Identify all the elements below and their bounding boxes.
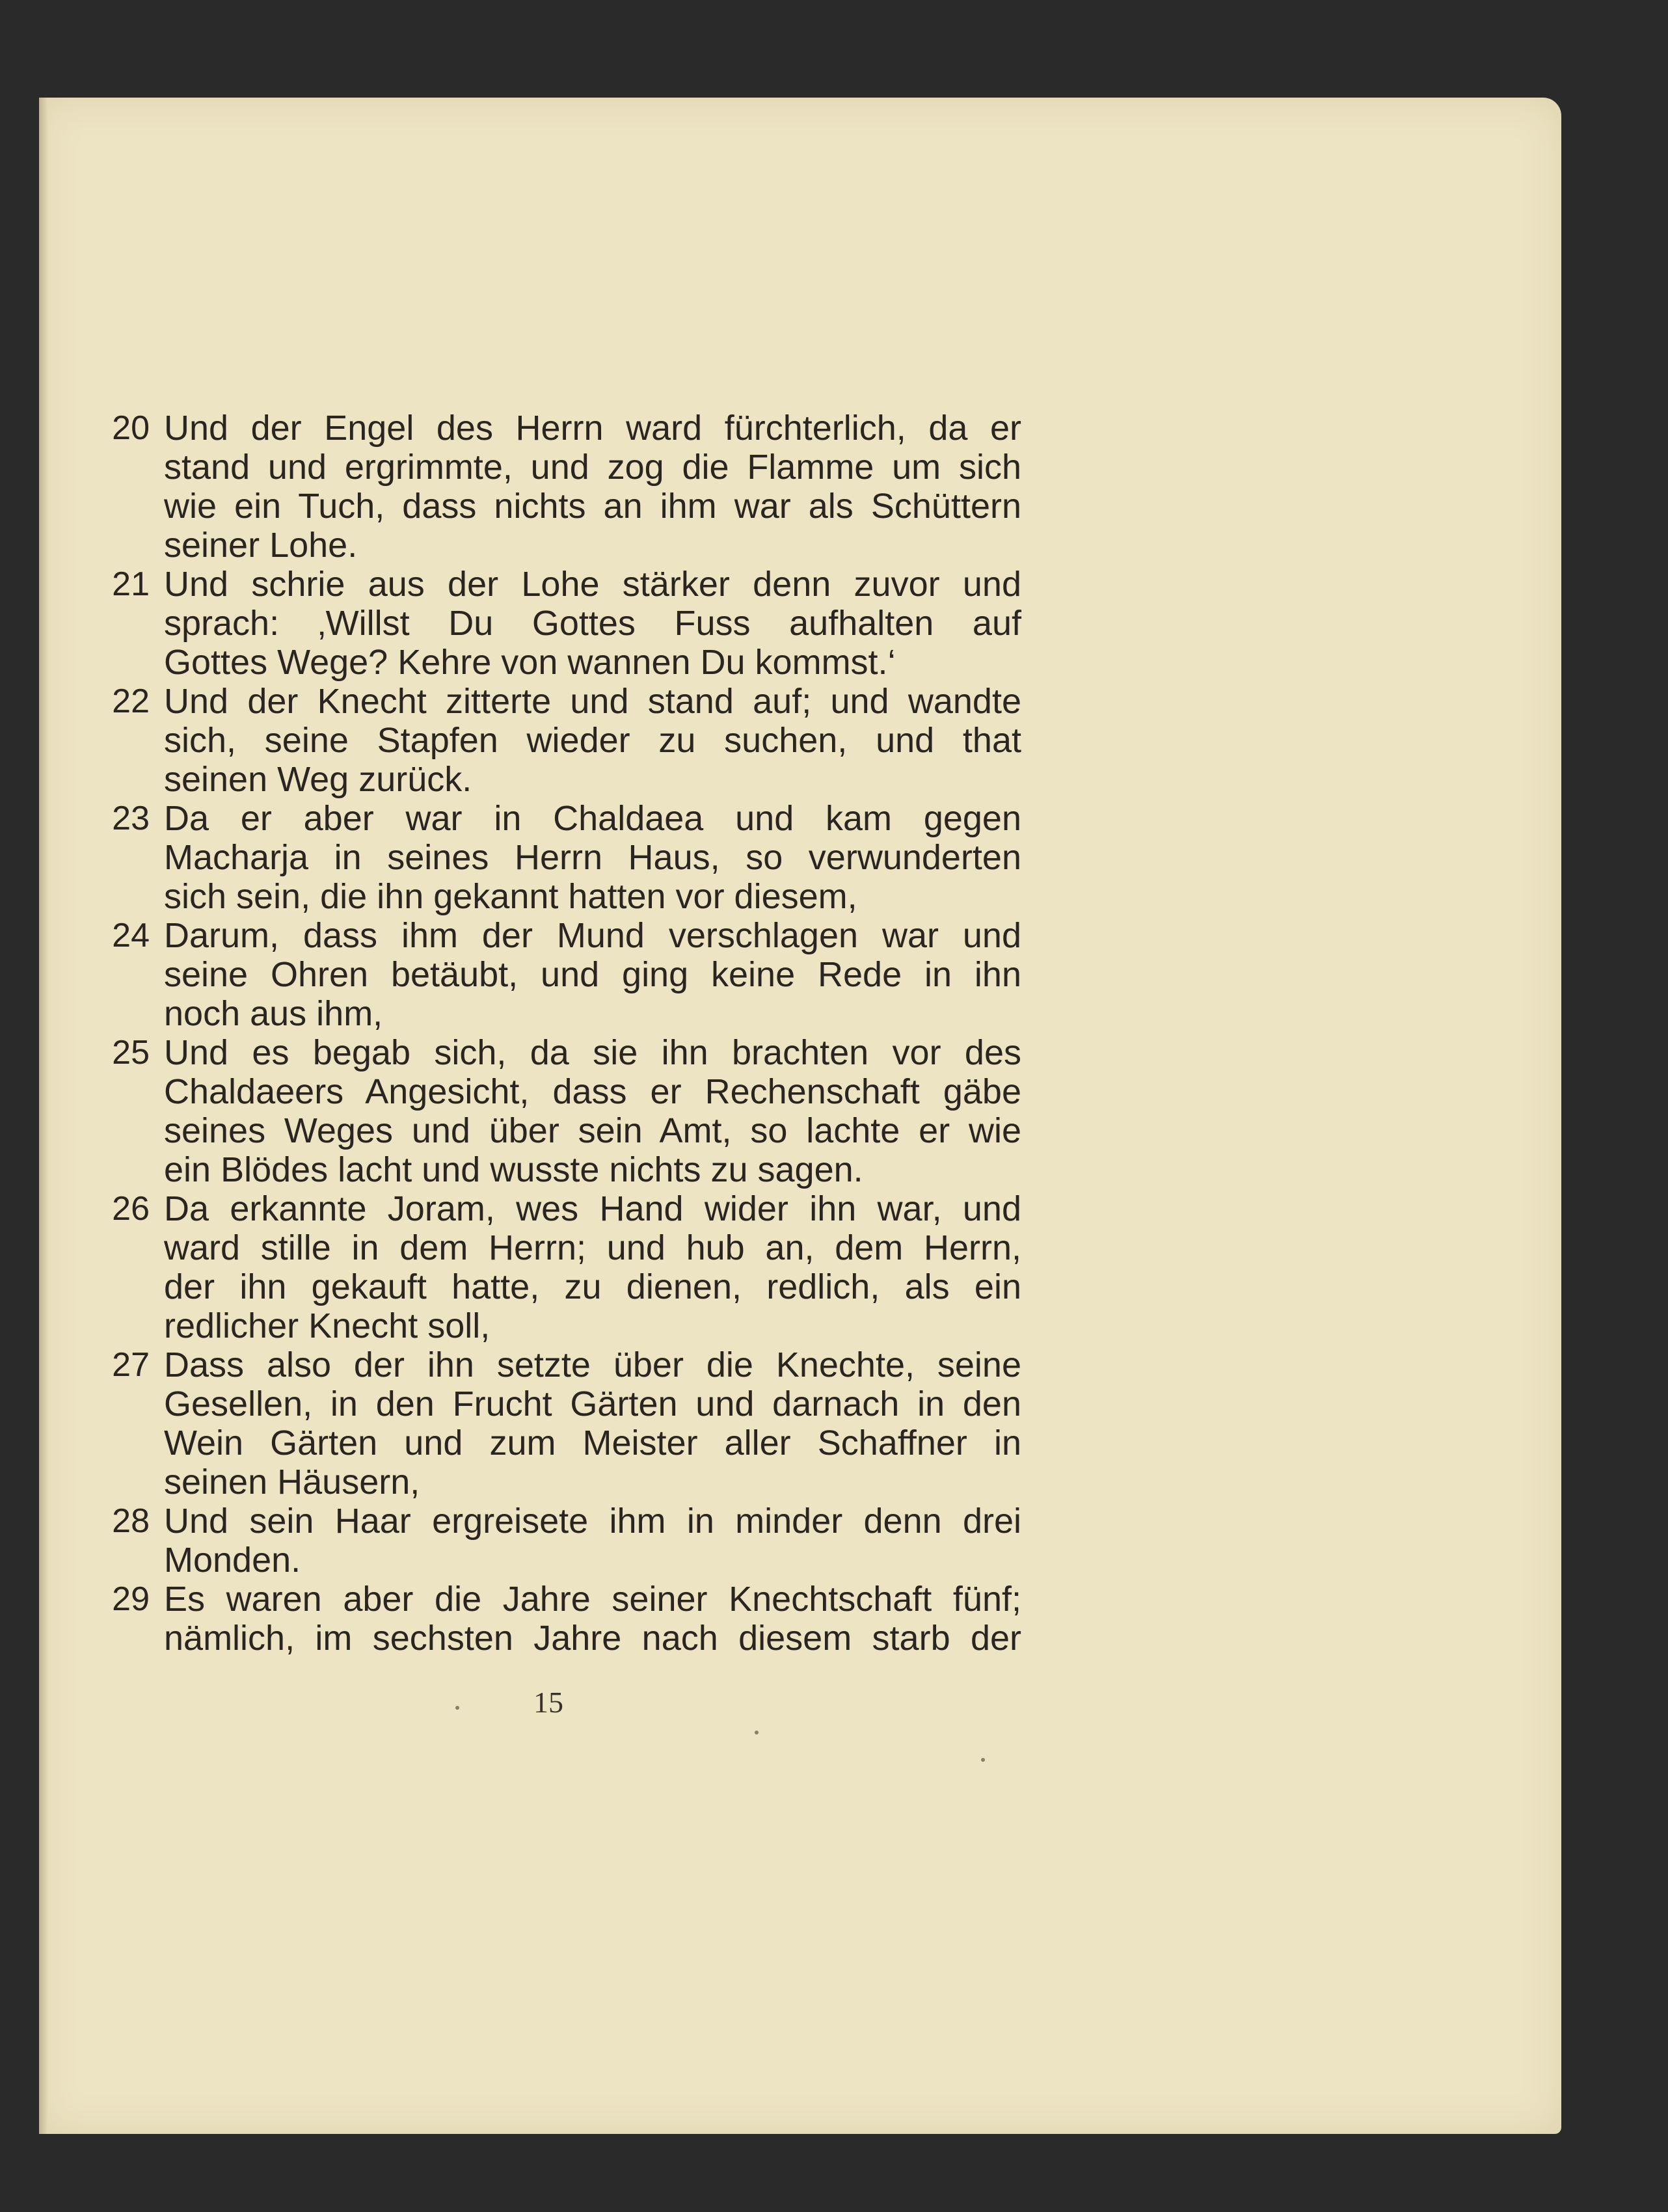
verse bbox=[78, 916, 1021, 1033]
verse bbox=[78, 1502, 1021, 1580]
verse-line: Und der Engel des Herrn ward fürchterlich, da er bbox=[164, 409, 1021, 448]
verse-body bbox=[150, 682, 1021, 799]
verse-body bbox=[150, 409, 1021, 565]
verse-body bbox=[150, 1502, 1021, 1580]
verse-line: nämlich, im sechsten Jahre nach diesem starb der bbox=[164, 1619, 1021, 1658]
verse-body bbox=[150, 1033, 1021, 1189]
verse-line: Und schrie aus der Lohe stärker denn zuvor und bbox=[164, 565, 1021, 604]
verse-line: redlicher Knecht soll, bbox=[164, 1306, 491, 1345]
verse bbox=[78, 1580, 1021, 1658]
verse-line: Darum, dass ihm der Mund verschlagen war und bbox=[164, 916, 1021, 955]
verse-number: 25 bbox=[112, 1034, 150, 1072]
verse bbox=[78, 1033, 1021, 1189]
verse-line: Und es begab sich, da sie ihn brachten vor des bbox=[164, 1033, 1021, 1072]
verse-line: wie ein Tuch, dass nichts an ihm war als Schüttern bbox=[164, 487, 1021, 526]
verse-line: der ihn gekauft hatte, zu dienen, redlich, als ein bbox=[164, 1267, 1021, 1306]
verse-line: sich sein, die ihn gekannt hatten vor diesem, bbox=[164, 877, 857, 916]
paper-speck bbox=[455, 1706, 459, 1710]
verse-line: sich, seine Stapfen wieder zu suchen, und that bbox=[164, 721, 1021, 760]
verse-line: seiner Lohe. bbox=[164, 526, 358, 565]
verse-line: Es waren aber die Jahre seiner Knechtschaft fünf; bbox=[164, 1580, 1021, 1619]
verse-line: ward stille in dem Herrn; und hub an, dem Herrn, bbox=[164, 1228, 1021, 1267]
verse-line: Wein Gärten und zum Meister aller Schaffner in bbox=[164, 1423, 1021, 1463]
verse-number: 29 bbox=[112, 1580, 150, 1618]
verse-number: 22 bbox=[112, 682, 150, 720]
verse-body bbox=[150, 1345, 1021, 1502]
page-gutter bbox=[39, 98, 48, 2134]
verse-line: Monden. bbox=[164, 1541, 301, 1580]
verse-number: 28 bbox=[112, 1502, 150, 1540]
verse-line: Macharja in seines Herrn Haus, so verwunderten bbox=[164, 838, 1021, 877]
verse-line: seine Ohren betäubt, und ging keine Rede in ihn bbox=[164, 955, 1021, 994]
verse-line: Und sein Haar ergreisete ihm in minder denn drei bbox=[164, 1502, 1021, 1541]
verse-body bbox=[150, 916, 1021, 1033]
verse bbox=[78, 565, 1021, 682]
verse bbox=[78, 682, 1021, 799]
verse-line: seinen Weg zurück. bbox=[164, 760, 472, 799]
verse-number: 27 bbox=[112, 1346, 150, 1384]
verse-number: 26 bbox=[112, 1190, 150, 1228]
verse-number: 24 bbox=[112, 917, 150, 954]
paper-speck bbox=[755, 1731, 759, 1734]
page-number: 15 bbox=[533, 1686, 563, 1719]
verse-line: noch aus ihm, bbox=[164, 994, 383, 1033]
verse-line: Gottes Wege? Kehre von wannen Du kommst.‘ bbox=[164, 643, 896, 682]
verse bbox=[78, 1189, 1021, 1345]
verse-line: sprach: ‚Willst Du Gottes Fuss aufhalten auf bbox=[164, 604, 1021, 643]
verse-line: Gesellen, in den Frucht Gärten und darnach in den bbox=[164, 1384, 1021, 1423]
verse bbox=[78, 409, 1021, 565]
verse-body bbox=[150, 799, 1021, 916]
verse-body bbox=[150, 1580, 1021, 1658]
verse-line: stand und ergrimmte, und zog die Flamme um sich bbox=[164, 448, 1021, 487]
verse-line: Und der Knecht zitterte und stand auf; und wandte bbox=[164, 682, 1021, 721]
verse-line: ein Blödes lacht und wusste nichts zu sagen. bbox=[164, 1150, 863, 1189]
verse-line: seines Weges und über sein Amt, so lachte er wie bbox=[164, 1111, 1021, 1150]
verse-body bbox=[150, 1189, 1021, 1345]
verse-line: Da erkannte Joram, wes Hand wider ihn war, und bbox=[164, 1189, 1021, 1228]
paper-speck bbox=[981, 1758, 985, 1762]
verse bbox=[78, 1345, 1021, 1502]
verse-line: Da er aber war in Chaldaea und kam gegen bbox=[164, 799, 1021, 838]
verse-line: Chaldaeers Angesicht, dass er Rechenschaft gäbe bbox=[164, 1072, 1021, 1111]
verse-line: Dass also der ihn setzte über die Knechte, seine bbox=[164, 1345, 1021, 1384]
verse bbox=[78, 799, 1021, 916]
verse-number: 21 bbox=[112, 565, 150, 603]
verse-body bbox=[150, 565, 1021, 682]
verse-number: 23 bbox=[112, 800, 150, 837]
verse-number: 20 bbox=[112, 409, 150, 447]
verse-line: seinen Häusern, bbox=[164, 1463, 420, 1502]
verse-text-block bbox=[78, 409, 1021, 1658]
